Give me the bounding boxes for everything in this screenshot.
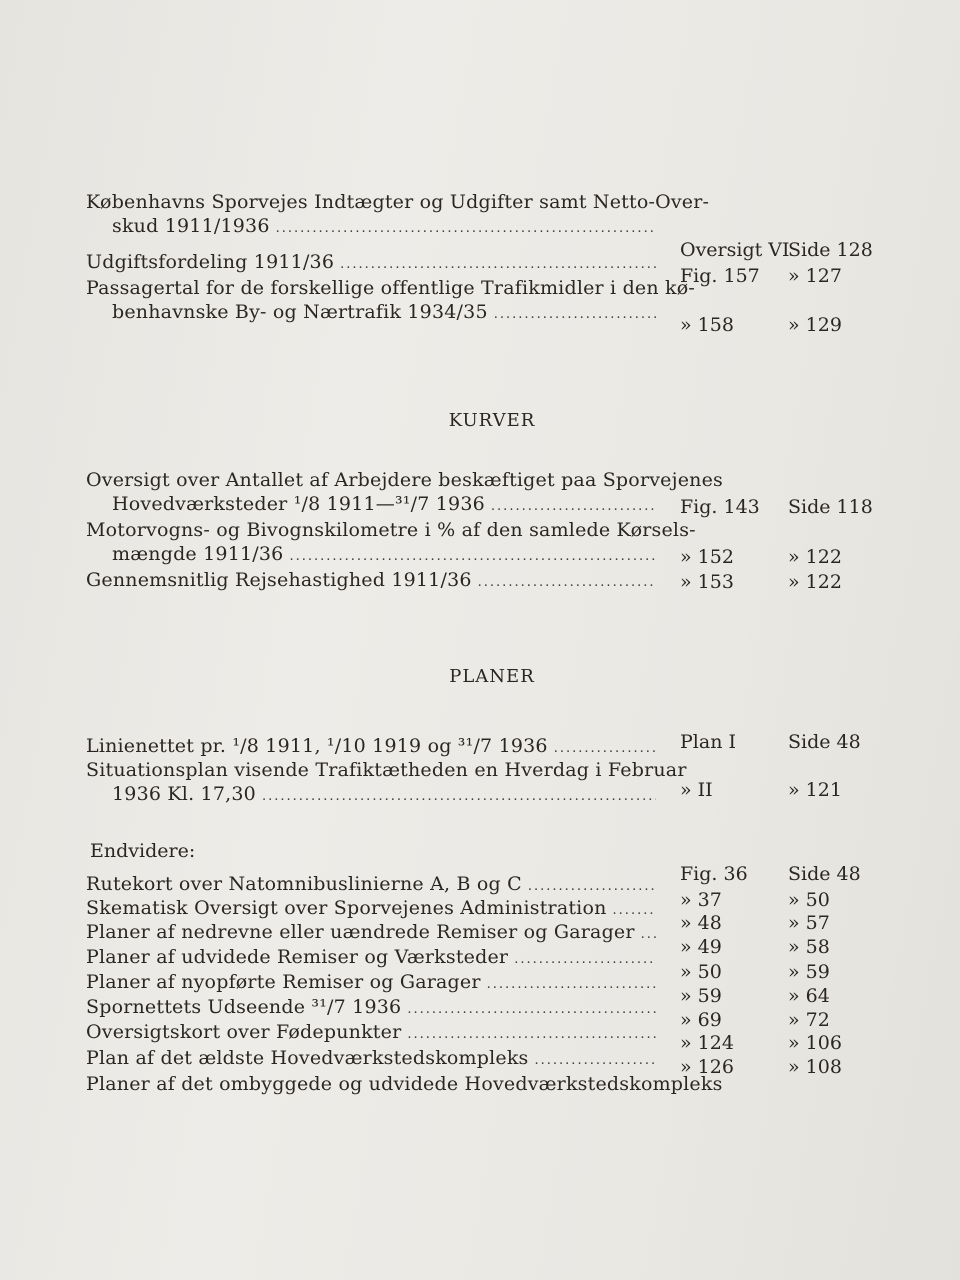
leader-dots: [491, 495, 656, 519]
ref-page: » 106: [788, 1032, 842, 1054]
ref-page: » 129: [788, 314, 842, 336]
toc-entry: Planer af udvidede Remiser og Værksteder .....: [86, 945, 656, 972]
entry-line: Hovedværksteder ¹/8 1911—³¹/7 1936 .....: [86, 492, 656, 519]
entry-line: Passagertal for de forskellige offentlige Trafikmidler i den kø-: [86, 277, 696, 299]
leader-dots: [262, 785, 656, 809]
toc-entry: Skematisk Oversigt over Sporvejenes Administration .....: [86, 896, 656, 923]
leader-dots: [641, 923, 656, 947]
toc-entry: [86, 568, 656, 595]
entry-line: Københavns Sporvejes Indtægter og Udgifter samt Netto-Over-: [86, 191, 710, 213]
toc-entry: [86, 518, 696, 569]
toc-entry: Plan af det ældste Hovedværkstedskompleks .....: [86, 1046, 656, 1073]
toc-entry: [86, 758, 687, 809]
ref-figure: » 49: [680, 936, 722, 958]
ref-page: » 57: [788, 912, 830, 934]
ref-figure: » 48: [680, 912, 722, 934]
ref-figure: Fig. 143: [680, 496, 760, 518]
ref-page: » 64: [788, 985, 830, 1007]
ref-figure: » 152: [680, 546, 734, 568]
section-heading-planer: PLANER: [449, 666, 535, 687]
ref-figure: » 126: [680, 1056, 734, 1078]
toc-entry: Oversigtskort over Fødepunkter .....: [86, 1020, 656, 1047]
leader-dots: [514, 948, 656, 972]
ref-figure: » 158: [680, 314, 734, 336]
ref-figure: Fig. 157: [680, 265, 760, 287]
entry-line: Linienettet pr. ¹/8 1911, ¹/10 1919 og ³¹/7 1936 .....: [86, 734, 656, 761]
ref-page: » 122: [788, 546, 842, 568]
toc-entry: [86, 276, 696, 327]
entry-line: skud 1911/1936 .....: [86, 214, 656, 241]
toc-entry: [86, 250, 656, 277]
section-heading-kurver: KURVER: [448, 410, 536, 431]
ref-page: » 108: [788, 1056, 842, 1078]
ref-page: » 122: [788, 571, 842, 593]
ref-figure: » 59: [680, 985, 722, 1007]
ref-page: » 59: [788, 961, 830, 983]
toc-entry: Planer af nyopførte Remiser og Garager .....: [86, 970, 656, 997]
leader-dots: [276, 217, 656, 241]
ref-page: » 58: [788, 936, 830, 958]
leader-dots: [535, 1049, 656, 1073]
entry-line: mængde 1911/36 .....: [86, 542, 656, 569]
toc-entry: Rutekort over Natomnibuslinierne A, B og C .....: [86, 872, 656, 899]
entry-line: benhavnske By- og Nærtrafik 1934/35 .....: [86, 300, 656, 327]
toc-entry: Spornettets Udseende ³¹/7 1936 .....: [86, 995, 656, 1022]
ref-figure: » 124: [680, 1032, 734, 1054]
toc-entry: [86, 190, 710, 241]
ref-page: Side 48: [788, 863, 861, 885]
ref-figure: » 69: [680, 1009, 722, 1031]
ref-figure: » 153: [680, 571, 734, 593]
endvidere-label: Endvidere:: [90, 840, 196, 862]
leader-dots: [407, 998, 656, 1022]
ref-figure: Fig. 36: [680, 863, 748, 885]
leader-dots: [340, 253, 656, 277]
ref-page: » 50: [788, 889, 830, 911]
ref-page: » 72: [788, 1009, 830, 1031]
ref-figure: Plan I: [680, 731, 736, 753]
ref-page: » 121: [788, 779, 842, 801]
ref-figure: » II: [680, 779, 713, 801]
entry-line: Motorvogns- og Bivognskilometre i % af den samlede Kørsels-: [86, 519, 696, 541]
entry-line: Udgiftsfordeling 1911/36 .....: [86, 250, 656, 277]
ref-figure: Oversigt VI: [680, 239, 790, 261]
toc-entry: Planer af det ombyggede og udvidede Hovedværkstedskompleks: [86, 1073, 723, 1095]
leader-dots: [289, 545, 656, 569]
entry-line: Situationsplan visende Trafiktætheden en Hverdag i Februar: [86, 759, 687, 781]
leader-dots: [494, 303, 656, 327]
leader-dots: [487, 973, 656, 997]
ref-page: Side 128: [788, 239, 873, 261]
leader-dots: [407, 1023, 656, 1047]
ref-page: » 127: [788, 265, 842, 287]
entry-line: 1936 Kl. 17,30 .....: [86, 782, 656, 809]
toc-entry: Planer af nedrevne eller uændrede Remiser og Garager .....: [86, 920, 656, 947]
leader-dots: [478, 571, 656, 595]
entry-line: Oversigt over Antallet af Arbejdere beskæftiget paa Sporvejenes: [86, 469, 723, 491]
ref-page: Side 118: [788, 496, 873, 518]
toc-entry: [86, 734, 656, 761]
ref-figure: » 37: [680, 889, 722, 911]
entry-line: Gennemsnitlig Rejsehastighed 1911/36 .....: [86, 568, 656, 595]
ref-figure: » 50: [680, 961, 722, 983]
ref-page: Side 48: [788, 731, 861, 753]
